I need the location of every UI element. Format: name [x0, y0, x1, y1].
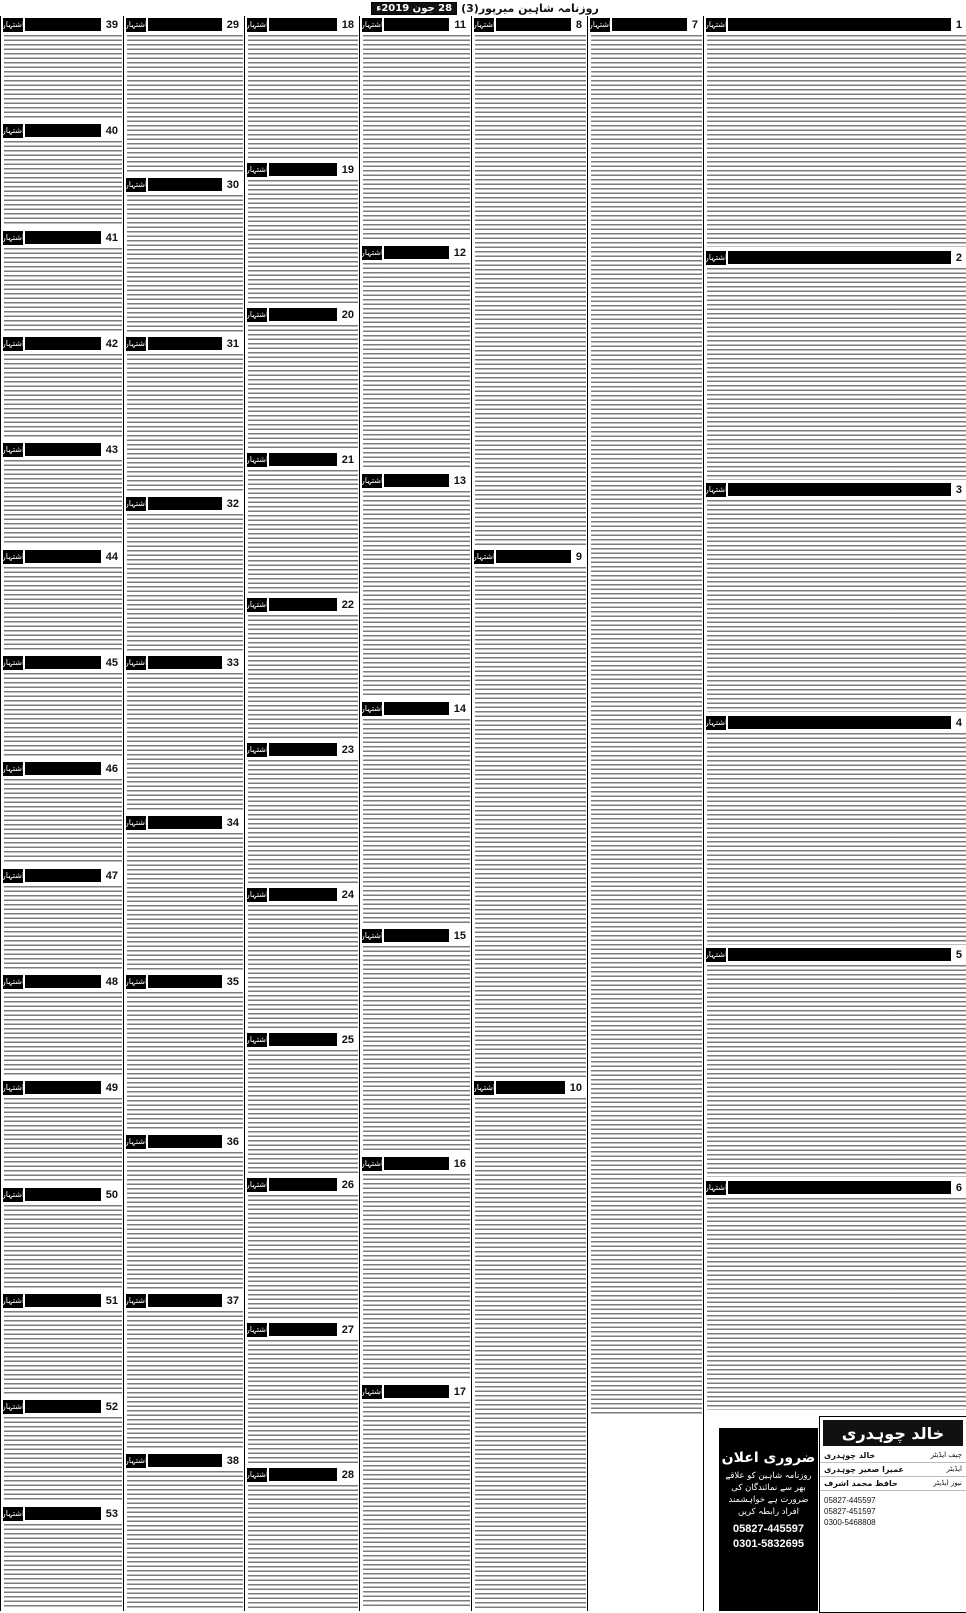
section-number: 19	[341, 163, 354, 176]
headline-bar	[148, 1135, 222, 1148]
section-number: 40	[105, 124, 118, 137]
section-tag: اشتہار	[247, 163, 267, 177]
article-text	[4, 1098, 122, 1183]
section-number: 49	[105, 1081, 118, 1094]
section-tag: اشتہار	[126, 975, 146, 989]
section-number: 43	[105, 443, 118, 456]
section-tag: اشتہار	[3, 1294, 23, 1308]
section-number: 1	[955, 18, 962, 31]
article-text	[248, 905, 358, 1029]
headline-bar	[25, 1400, 101, 1413]
article-text	[248, 1485, 358, 1609]
section-number: 34	[226, 816, 239, 829]
section-tag: اشتہار	[3, 550, 23, 564]
news-editor-label: نیوز ایڈیٹر	[933, 1479, 962, 1487]
section-number: 15	[453, 929, 466, 942]
section-tag: اشتہار	[474, 18, 494, 32]
headline-bar	[25, 1081, 101, 1094]
article-text	[127, 354, 243, 493]
editor-row	[820, 1463, 966, 1477]
section-header	[126, 176, 242, 193]
section-header	[247, 1176, 357, 1193]
headline-bar	[25, 18, 101, 31]
chief-editor-label: چیف ایڈیٹر	[930, 1451, 962, 1459]
headline-bar	[25, 975, 101, 988]
article-text	[4, 248, 122, 333]
section-number: 4	[955, 716, 962, 729]
section-number: 22	[341, 598, 354, 611]
article-text	[127, 35, 243, 174]
section-header	[126, 495, 242, 512]
issue-date: 28 جون 2019ء	[371, 2, 457, 15]
headline-bar	[496, 1081, 565, 1094]
section-tag: اشتہار	[3, 1400, 23, 1414]
section-tag: اشتہار	[362, 929, 382, 943]
section-number: 7	[691, 18, 698, 31]
section-tag: اشتہار	[3, 443, 23, 457]
section-header	[247, 306, 357, 323]
section-number: 41	[105, 231, 118, 244]
article-text	[363, 719, 470, 926]
section-tag: اشتہار	[3, 1188, 23, 1202]
editor-phone: 05827-445597	[824, 1496, 876, 1505]
headline-bar	[384, 246, 449, 259]
section-tag: اشتہار	[706, 716, 726, 730]
headline-bar	[269, 163, 337, 176]
section-number: 27	[341, 1323, 354, 1336]
headline-bar	[269, 1468, 337, 1481]
headline-bar	[25, 1294, 101, 1307]
headline-bar	[25, 656, 101, 669]
headline-bar	[728, 716, 951, 729]
headline-bar	[148, 975, 222, 988]
chief-editor-name: خالد چوہدری	[824, 1451, 876, 1460]
section-tag: اشتہار	[706, 18, 726, 32]
section-tag: اشتہار	[247, 1323, 267, 1337]
article-text	[248, 760, 358, 884]
article-text	[127, 195, 243, 334]
article-text	[707, 965, 966, 1177]
headline-bar	[148, 18, 222, 31]
section-header	[3, 441, 121, 458]
headline-bar	[728, 948, 951, 961]
section-number: 50	[105, 1188, 118, 1201]
section-tag: اشتہار	[3, 762, 23, 776]
section-tag: اشتہار	[706, 483, 726, 497]
editor-name: عمیرا صغیر چوہدری	[824, 1465, 904, 1474]
article-text	[248, 1050, 358, 1174]
section-header	[126, 1452, 242, 1469]
section-header	[3, 867, 121, 884]
headline-bar	[25, 1507, 101, 1520]
column-2	[587, 16, 703, 1611]
section-tag: اشتہار	[474, 550, 494, 564]
section-number: 23	[341, 743, 354, 756]
headline-bar	[384, 18, 449, 31]
section-header	[362, 1383, 469, 1400]
article-text	[475, 567, 586, 1078]
headline-bar	[269, 743, 337, 756]
headline-bar	[25, 124, 101, 137]
article-text	[4, 1417, 122, 1502]
headline-bar	[148, 1454, 222, 1467]
section-number: 38	[226, 1454, 239, 1467]
article-text	[127, 1471, 243, 1610]
article-text	[4, 35, 122, 120]
headline-bar	[496, 550, 571, 563]
section-tag: اشتہار	[706, 1181, 726, 1195]
section-number: 10	[569, 1081, 582, 1094]
section-header	[362, 16, 469, 33]
section-tag: اشتہار	[3, 975, 23, 989]
news-editor-row	[820, 1477, 966, 1491]
headline-bar	[728, 483, 951, 496]
section-tag: اشتہار	[247, 598, 267, 612]
headline-bar	[496, 18, 571, 31]
section-number: 21	[341, 453, 354, 466]
headline-bar	[269, 888, 337, 901]
section-header	[126, 1292, 242, 1309]
editor-phone: 0300-5468808	[824, 1518, 876, 1527]
article-text	[248, 470, 358, 594]
section-number: 53	[105, 1507, 118, 1520]
section-tag: اشتہار	[247, 888, 267, 902]
column-6	[123, 16, 244, 1611]
section-number: 24	[341, 888, 354, 901]
headline-bar	[25, 1188, 101, 1201]
section-header	[3, 1186, 121, 1203]
section-header	[706, 481, 965, 498]
section-number: 31	[226, 337, 239, 350]
section-header	[3, 654, 121, 671]
section-number: 32	[226, 497, 239, 510]
section-tag: اشتہار	[3, 1507, 23, 1521]
article-text	[127, 992, 243, 1131]
article-text	[127, 1152, 243, 1291]
section-tag: اشتہار	[126, 178, 146, 192]
article-text	[363, 491, 470, 698]
column-5	[244, 16, 359, 1611]
section-number: 51	[105, 1294, 118, 1307]
article-text	[707, 35, 966, 247]
section-tag: اشتہار	[247, 453, 267, 467]
section-tag: اشتہار	[362, 1385, 382, 1399]
section-number: 33	[226, 656, 239, 669]
headline-bar	[148, 337, 222, 350]
section-tag: اشتہار	[247, 743, 267, 757]
section-header	[474, 16, 585, 33]
headline-bar	[269, 598, 337, 611]
headline-bar	[384, 702, 449, 715]
section-tag: اشتہار	[126, 1135, 146, 1149]
headline-bar	[148, 1294, 222, 1307]
article-text	[127, 833, 243, 972]
section-header	[247, 886, 357, 903]
section-tag: اشتہار	[706, 948, 726, 962]
editor-phones	[820, 1495, 966, 1528]
section-number: 6	[955, 1181, 962, 1194]
headline-bar	[25, 443, 101, 456]
section-tag: اشتہار	[126, 1294, 146, 1308]
section-tag: اشتہار	[126, 497, 146, 511]
section-number: 2	[955, 251, 962, 264]
section-header	[126, 814, 242, 831]
section-number: 52	[105, 1400, 118, 1413]
news-editor-name: حافظ محمد اشرف	[824, 1479, 898, 1488]
headline-bar	[269, 1323, 337, 1336]
section-tag: اشتہار	[247, 1178, 267, 1192]
notice-title: ضروری اعلان	[721, 1450, 816, 1466]
section-tag: اشتہار	[3, 231, 23, 245]
column-1	[703, 16, 966, 1611]
section-number: 36	[226, 1135, 239, 1148]
section-number: 20	[341, 308, 354, 321]
section-header	[362, 1155, 469, 1172]
editor-logo: خالد چوہدری	[823, 1420, 963, 1446]
article-text	[248, 1340, 358, 1464]
article-text	[127, 1311, 243, 1450]
paper-name: روزنامہ شاہین میرپور	[478, 1, 599, 15]
section-header	[706, 1179, 965, 1196]
headline-bar	[384, 929, 449, 942]
chief-editor-row	[820, 1449, 966, 1463]
headline-bar	[148, 497, 222, 510]
section-number: 48	[105, 975, 118, 988]
section-number: 18	[341, 18, 354, 31]
section-number: 25	[341, 1033, 354, 1046]
section-tag: اشتہار	[247, 1033, 267, 1047]
section-tag: اشتہار	[3, 18, 23, 32]
section-tag: اشتہار	[3, 1081, 23, 1095]
headline-bar	[148, 656, 222, 669]
section-header	[247, 16, 357, 33]
section-header	[247, 1466, 357, 1483]
section-header	[3, 760, 121, 777]
article-text	[363, 263, 470, 470]
section-header	[126, 973, 242, 990]
section-tag: اشتہار	[362, 702, 382, 716]
article-text	[127, 673, 243, 812]
section-header	[706, 714, 965, 731]
headline-bar	[384, 1157, 449, 1170]
section-header	[362, 472, 469, 489]
article-text	[4, 779, 122, 864]
section-number: 11	[454, 18, 466, 31]
editor-credits-panel	[819, 1416, 966, 1613]
section-header	[362, 700, 469, 717]
section-tag: اشتہار	[706, 251, 726, 265]
section-number: 14	[453, 702, 466, 715]
headline-bar	[25, 550, 101, 563]
column-4	[359, 16, 471, 1611]
notice-text: روزنامہ شاہین کو علاقے بھر سے نمائندگان کی ضرورت ہے خواہشمند افراد رابطہ کریں	[725, 1471, 812, 1517]
section-number: 26	[341, 1178, 354, 1191]
section-header	[247, 596, 357, 613]
editor-label: ایڈیٹر	[946, 1465, 962, 1473]
article-text	[4, 1524, 122, 1609]
section-tag: اشتہار	[474, 1081, 494, 1095]
section-tag: اشتہار	[247, 1468, 267, 1482]
section-number: 42	[105, 337, 118, 350]
section-tag: اشتہار	[362, 1157, 382, 1171]
article-text	[4, 141, 122, 226]
section-tag: اشتہار	[3, 869, 23, 883]
section-number: 30	[226, 178, 239, 191]
section-header	[706, 946, 965, 963]
headline-bar	[269, 308, 337, 321]
section-header	[3, 973, 121, 990]
article-text	[591, 35, 702, 1414]
section-header	[126, 654, 242, 671]
article-text	[707, 733, 966, 945]
section-tag: اشتہار	[247, 308, 267, 322]
article-text	[363, 946, 470, 1153]
article-text	[4, 886, 122, 971]
section-tag: اشتہار	[3, 656, 23, 670]
headline-bar	[384, 474, 449, 487]
masthead	[0, 0, 966, 16]
section-header	[126, 16, 242, 33]
section-header	[362, 927, 469, 944]
section-tag: اشتہار	[362, 18, 382, 32]
article-text	[248, 1195, 358, 1319]
article-text	[4, 460, 122, 545]
section-number: 17	[453, 1385, 466, 1398]
section-header	[3, 1292, 121, 1309]
headline-bar	[384, 1385, 449, 1398]
section-number: 45	[105, 656, 118, 669]
section-tag: اشتہار	[3, 124, 23, 138]
headline-bar	[728, 1181, 951, 1194]
headline-bar	[148, 178, 222, 191]
section-tag: اشتہار	[362, 246, 382, 260]
section-tag: اشتہار	[362, 474, 382, 488]
article-text	[248, 615, 358, 739]
article-text	[248, 180, 358, 304]
article-text	[4, 1311, 122, 1396]
article-text	[707, 268, 966, 480]
section-header	[474, 548, 585, 565]
section-number: 13	[453, 474, 466, 487]
headline-bar	[25, 337, 101, 350]
section-header	[3, 548, 121, 565]
section-header	[247, 161, 357, 178]
section-header	[474, 1079, 585, 1096]
section-header	[706, 16, 965, 33]
article-text	[363, 1174, 470, 1381]
headline-bar	[25, 869, 101, 882]
article-text	[707, 1198, 966, 1410]
headline-bar	[269, 1033, 337, 1046]
section-tag: اشتہار	[126, 18, 146, 32]
notice-phone-1: 05827-445597	[733, 1523, 804, 1535]
article-text	[248, 325, 358, 449]
editor-phone: 05827-451597	[824, 1507, 876, 1516]
section-header	[126, 1133, 242, 1150]
headline-bar	[612, 18, 687, 31]
section-number: 28	[341, 1468, 354, 1481]
section-header	[247, 1031, 357, 1048]
article-text	[475, 1098, 586, 1609]
section-number: 9	[575, 550, 582, 563]
section-number: 35	[226, 975, 239, 988]
section-header	[3, 229, 121, 246]
section-header	[3, 16, 121, 33]
section-header	[247, 451, 357, 468]
article-text	[475, 35, 586, 546]
headline-bar	[25, 231, 101, 244]
article-text	[4, 992, 122, 1077]
article-text	[363, 35, 470, 242]
section-number: 5	[955, 948, 962, 961]
article-text	[4, 567, 122, 652]
section-number: 47	[105, 869, 118, 882]
section-number: 39	[105, 18, 118, 31]
section-header	[590, 16, 701, 33]
section-header	[3, 335, 121, 352]
article-text	[707, 500, 966, 712]
article-text	[4, 1205, 122, 1290]
headline-bar	[269, 453, 337, 466]
section-tag: اشتہار	[126, 337, 146, 351]
section-number: 8	[575, 18, 582, 31]
section-tag: اشتہار	[247, 18, 267, 32]
section-number: 46	[105, 762, 118, 775]
section-number: 44	[105, 550, 118, 563]
section-header	[3, 122, 121, 139]
section-number: 37	[226, 1294, 239, 1307]
section-tag: اشتہار	[126, 816, 146, 830]
section-header	[3, 1505, 121, 1522]
headline-bar	[269, 18, 337, 31]
column-7	[0, 16, 123, 1611]
section-number: 12	[453, 246, 466, 259]
notice-phone-2: 0301-5832695	[733, 1538, 804, 1550]
section-number: 3	[955, 483, 962, 496]
page-number: (3)	[461, 1, 479, 15]
section-tag: اشتہار	[590, 18, 610, 32]
section-header	[706, 249, 965, 266]
article-text	[4, 673, 122, 758]
section-header	[126, 335, 242, 352]
section-header	[3, 1398, 121, 1415]
section-header	[247, 1321, 357, 1338]
column-3	[471, 16, 587, 1611]
headline-bar	[269, 1178, 337, 1191]
section-tag: اشتہار	[3, 337, 23, 351]
article-text	[248, 35, 358, 159]
article-text	[363, 1402, 470, 1609]
important-notice-ad	[719, 1428, 818, 1611]
section-tag: اشتہار	[126, 1454, 146, 1468]
section-tag: اشتہار	[126, 656, 146, 670]
article-text	[127, 514, 243, 653]
headline-bar	[25, 762, 101, 775]
section-header	[247, 741, 357, 758]
section-number: 16	[453, 1157, 466, 1170]
headline-bar	[728, 18, 951, 31]
headline-bar	[728, 251, 951, 264]
section-header	[3, 1079, 121, 1096]
article-text	[4, 354, 122, 439]
section-number: 29	[226, 18, 239, 31]
headline-bar	[148, 816, 222, 829]
section-header	[362, 244, 469, 261]
